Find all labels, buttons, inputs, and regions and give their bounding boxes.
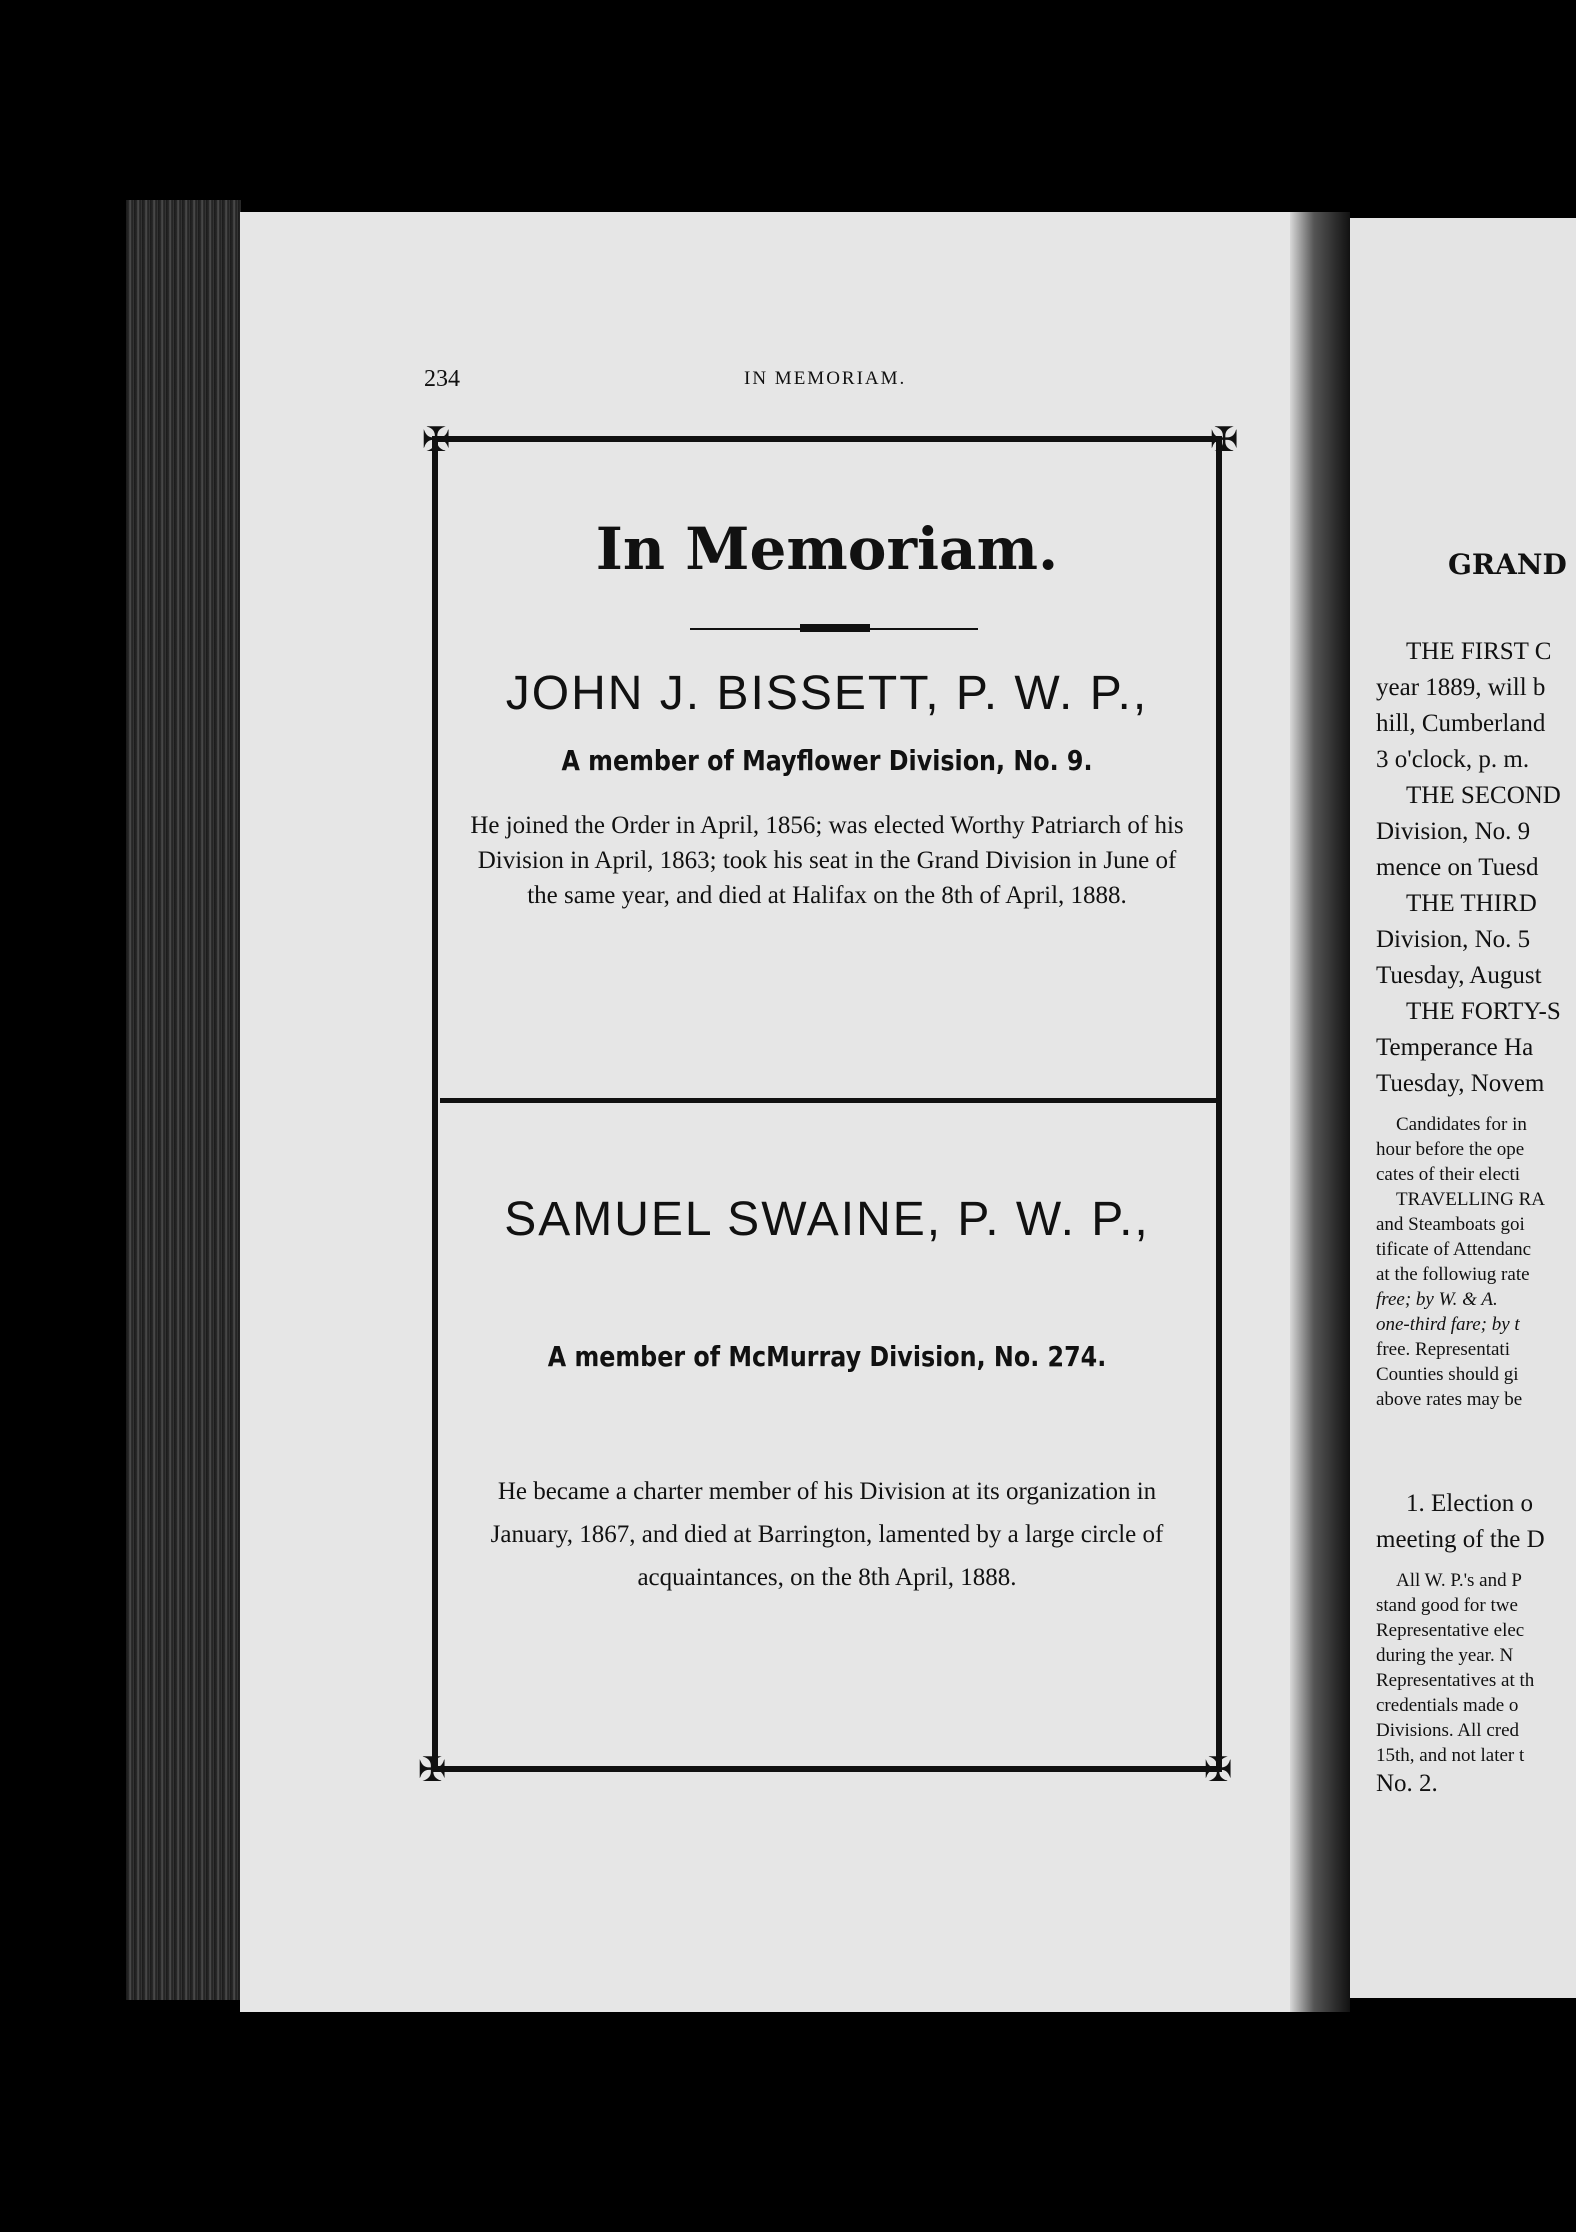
memorial-name: SAMUEL SWAINE, P. W. P., bbox=[504, 1193, 1150, 1246]
page-number: 234 bbox=[424, 366, 460, 392]
right-page-line: credentials made o bbox=[1376, 1695, 1519, 1716]
running-head bbox=[424, 366, 1244, 396]
cross-ornament-icon: ✠ bbox=[421, 420, 451, 460]
right-page-line: No. 2. bbox=[1376, 1770, 1438, 1797]
right-page-line: free; by W. & A. bbox=[1376, 1289, 1498, 1310]
right-page-line: THE SECOND bbox=[1406, 782, 1561, 809]
right-page-line: hill, Cumberland bbox=[1376, 710, 1546, 737]
right-page-line: during the year. N bbox=[1376, 1645, 1514, 1666]
right-page-line: Division, No. 9 bbox=[1376, 818, 1531, 845]
right-page-line: stand good for twe bbox=[1376, 1595, 1518, 1616]
right-page-line: 1. Election o bbox=[1406, 1490, 1534, 1517]
right-page-line: Representatives at th bbox=[1376, 1670, 1535, 1691]
section-divider bbox=[440, 1098, 1216, 1103]
memorial-name: JOHN J. BISSETT, P. W. P., bbox=[505, 667, 1149, 720]
right-page-line: THE THIRD bbox=[1406, 890, 1537, 917]
right-page-line: Tuesday, Novem bbox=[1376, 1070, 1545, 1097]
cross-ornament-icon: ✠ bbox=[1209, 420, 1239, 460]
right-page-line: 15th, and not later t bbox=[1376, 1745, 1525, 1766]
right-page bbox=[1350, 218, 1576, 1998]
memorial-biography: He joined the Order in April, 1856; was elected Worthy Patriarch of his Division in April, 1863; took his seat in the Grand Division in June of the same year, and died at Halifax on the 8th of April, 1888. bbox=[470, 812, 1184, 909]
right-page-line: and Steamboats goi bbox=[1376, 1214, 1525, 1235]
right-page-line: at the followiug rate bbox=[1376, 1264, 1530, 1285]
memorial-biography: He became a charter member of his Division at its organization in January, 1867, and died at Barrington, lamented by a large circle of acquaintances, on the 8th April, 1888. bbox=[490, 1478, 1164, 1591]
right-page-line: 3 o'clock, p. m. bbox=[1376, 746, 1530, 773]
memorial-membership: A member of McMurray Division, No. 274. bbox=[547, 1340, 1107, 1373]
right-page-line: TRAVELLING RA bbox=[1396, 1189, 1546, 1210]
right-page-line: All W. P.'s and P bbox=[1396, 1570, 1522, 1591]
book-gutter bbox=[1290, 212, 1350, 2012]
right-page-line: Division, No. 5 bbox=[1376, 926, 1531, 953]
title-rule-ornament bbox=[800, 624, 870, 632]
right-page-line: Candidates for in bbox=[1396, 1114, 1527, 1135]
right-page-line: Tuesday, August bbox=[1376, 962, 1542, 989]
cross-ornament-icon: ✠ bbox=[417, 1750, 447, 1790]
right-page-line: meeting of the D bbox=[1376, 1526, 1545, 1553]
right-page-line: Counties should gi bbox=[1376, 1364, 1519, 1385]
right-page-line: year 1889, will b bbox=[1376, 674, 1546, 701]
right-page-line: Divisions. All cred bbox=[1376, 1720, 1520, 1741]
memorial-membership: A member of Mayflower Division, No. 9. bbox=[561, 744, 1093, 777]
right-page-line: cates of their electi bbox=[1376, 1164, 1521, 1185]
book-spine-edge bbox=[126, 200, 241, 2000]
right-page-line: above rates may be bbox=[1376, 1389, 1523, 1410]
right-page-line: Temperance Ha bbox=[1376, 1034, 1534, 1061]
right-page-line: GRAND bbox=[1448, 548, 1567, 581]
right-page-line: hour before the ope bbox=[1376, 1139, 1525, 1160]
right-page-line: one-third fare; by t bbox=[1376, 1314, 1520, 1335]
cross-ornament-icon: ✠ bbox=[1203, 1750, 1233, 1790]
right-page-line: THE FORTY-S bbox=[1406, 998, 1561, 1025]
right-page-line: Representative elec bbox=[1376, 1620, 1525, 1641]
right-page-line: mence on Tuesd bbox=[1376, 854, 1539, 881]
right-page-line: THE FIRST C bbox=[1406, 638, 1552, 665]
right-page-line: tificate of Attendanc bbox=[1376, 1239, 1532, 1260]
header-title: IN MEMORIAM. bbox=[744, 368, 907, 389]
memorial-title: In Memoriam. bbox=[595, 515, 1059, 583]
right-page-line: free. Representati bbox=[1376, 1339, 1510, 1360]
